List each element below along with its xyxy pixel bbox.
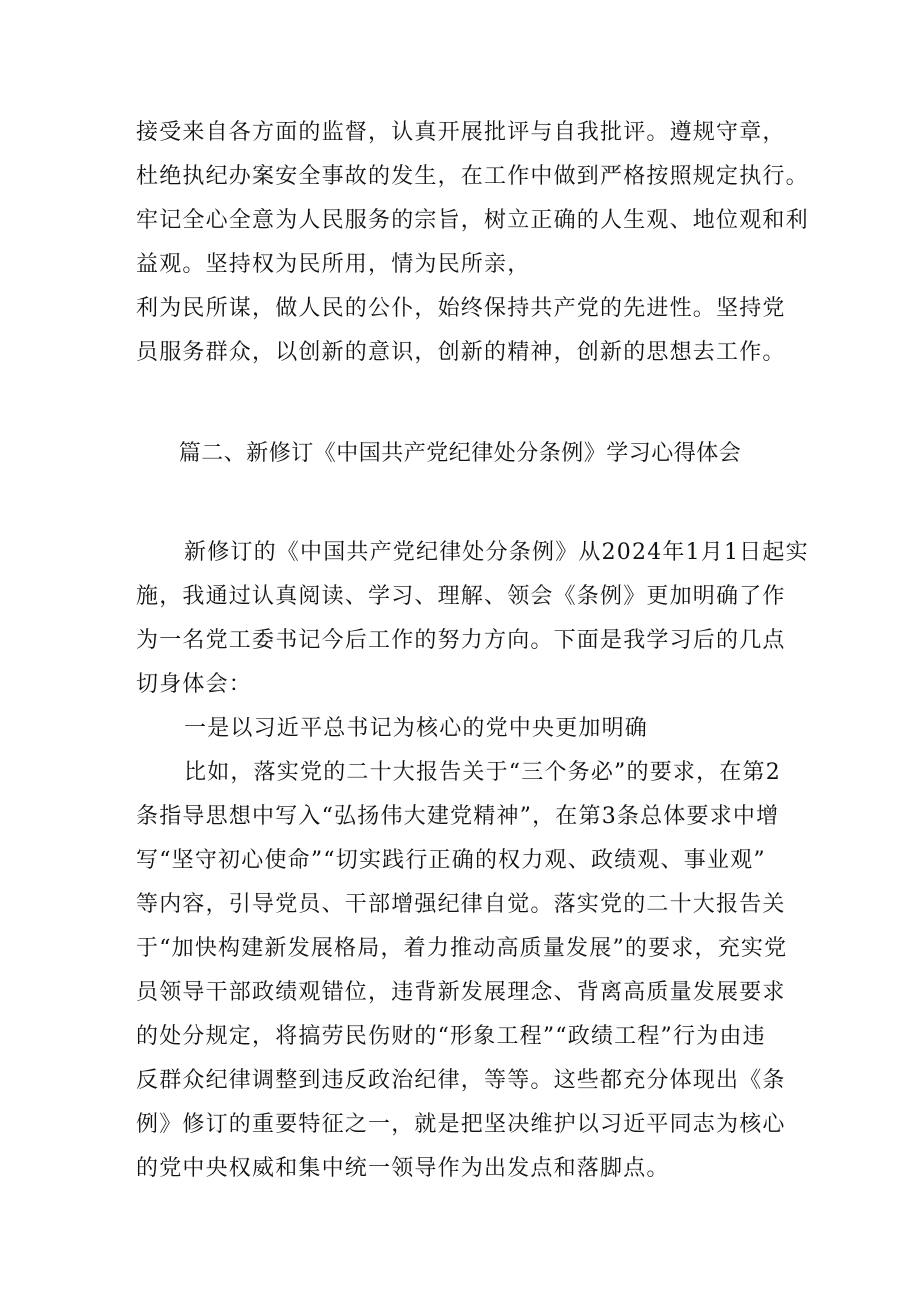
paragraph-line: 牢记全心全意为人民服务的宗旨，树立正确的人生观、地位观和利: [136, 208, 809, 233]
paragraph-line: 于“加快构建新发展格局，着力推动高质量发展”的要求，充实党: [136, 936, 788, 961]
paragraph-line: 比如，落实党的二十大报告关于“三个务必”的要求，在第2: [184, 760, 781, 785]
paragraph-line: 例》修订的重要特征之一，就是把坚决维护以习近平同志为核心: [136, 1112, 786, 1137]
paragraph-line: 接受来自各方面的监督，认真开展批评与自我批评。遵规守章，: [136, 120, 786, 145]
paragraph-line: 条指导思想中写入“弘扬伟大建党精神”，在第3条总体要求中增: [136, 804, 780, 829]
point-heading: 一是以习近平总书记为核心的党中央更加明确: [184, 716, 649, 741]
paragraph-line: 反群众纪律调整到违反政治纪律，等等。这些都充分体现出《条: [136, 1068, 786, 1093]
paragraph-line: 益观。坚持权为民所用，情为民所亲，: [136, 252, 531, 277]
paragraph-line: 等内容，引导党员、干部增强纪律自觉。落实党的二十大报告关: [136, 892, 786, 917]
paragraph-line: 切身体会：: [136, 672, 253, 697]
paragraph-line: 员服务群众，以创新的意识，创新的精神，创新的思想去工作。: [136, 340, 786, 365]
paragraph-line: 施，我通过认真阅读、学习、理解、领会《条例》更加明确了作: [136, 584, 786, 609]
paragraph-line: 杜绝执纪办案安全事故的发生，在工作中做到严格按照规定执行。: [136, 164, 809, 189]
paragraph-line: 利为民所谋，做人民的公仆，始终保持共产党的先进性。坚持党: [136, 296, 786, 321]
paragraph-line: 员领导干部政绩观错位，违背新发展理念、背离高质量发展要求: [136, 980, 786, 1005]
paragraph-line: 为一名党工委书记今后工作的努力方向。下面是我学习后的几点: [136, 628, 786, 653]
paragraph-line: 的处分规定，将搞劳民伤财的“形象工程”“政绩工程”行为由违: [136, 1024, 766, 1049]
paragraph-line: 写“坚守初心使命”“切实践行正确的权力观、政绩观、事业观”: [136, 848, 766, 873]
paragraph-line: 的党中央权威和集中统一领导作为出发点和落脚点。: [136, 1156, 670, 1181]
paragraph-line: 新修订的《中国共产党纪律处分条例》从2024年1月1日起实: [184, 540, 809, 565]
section-title: 篇二、新修订《中国共产党纪律处分条例》学习心得体会: [178, 441, 742, 466]
